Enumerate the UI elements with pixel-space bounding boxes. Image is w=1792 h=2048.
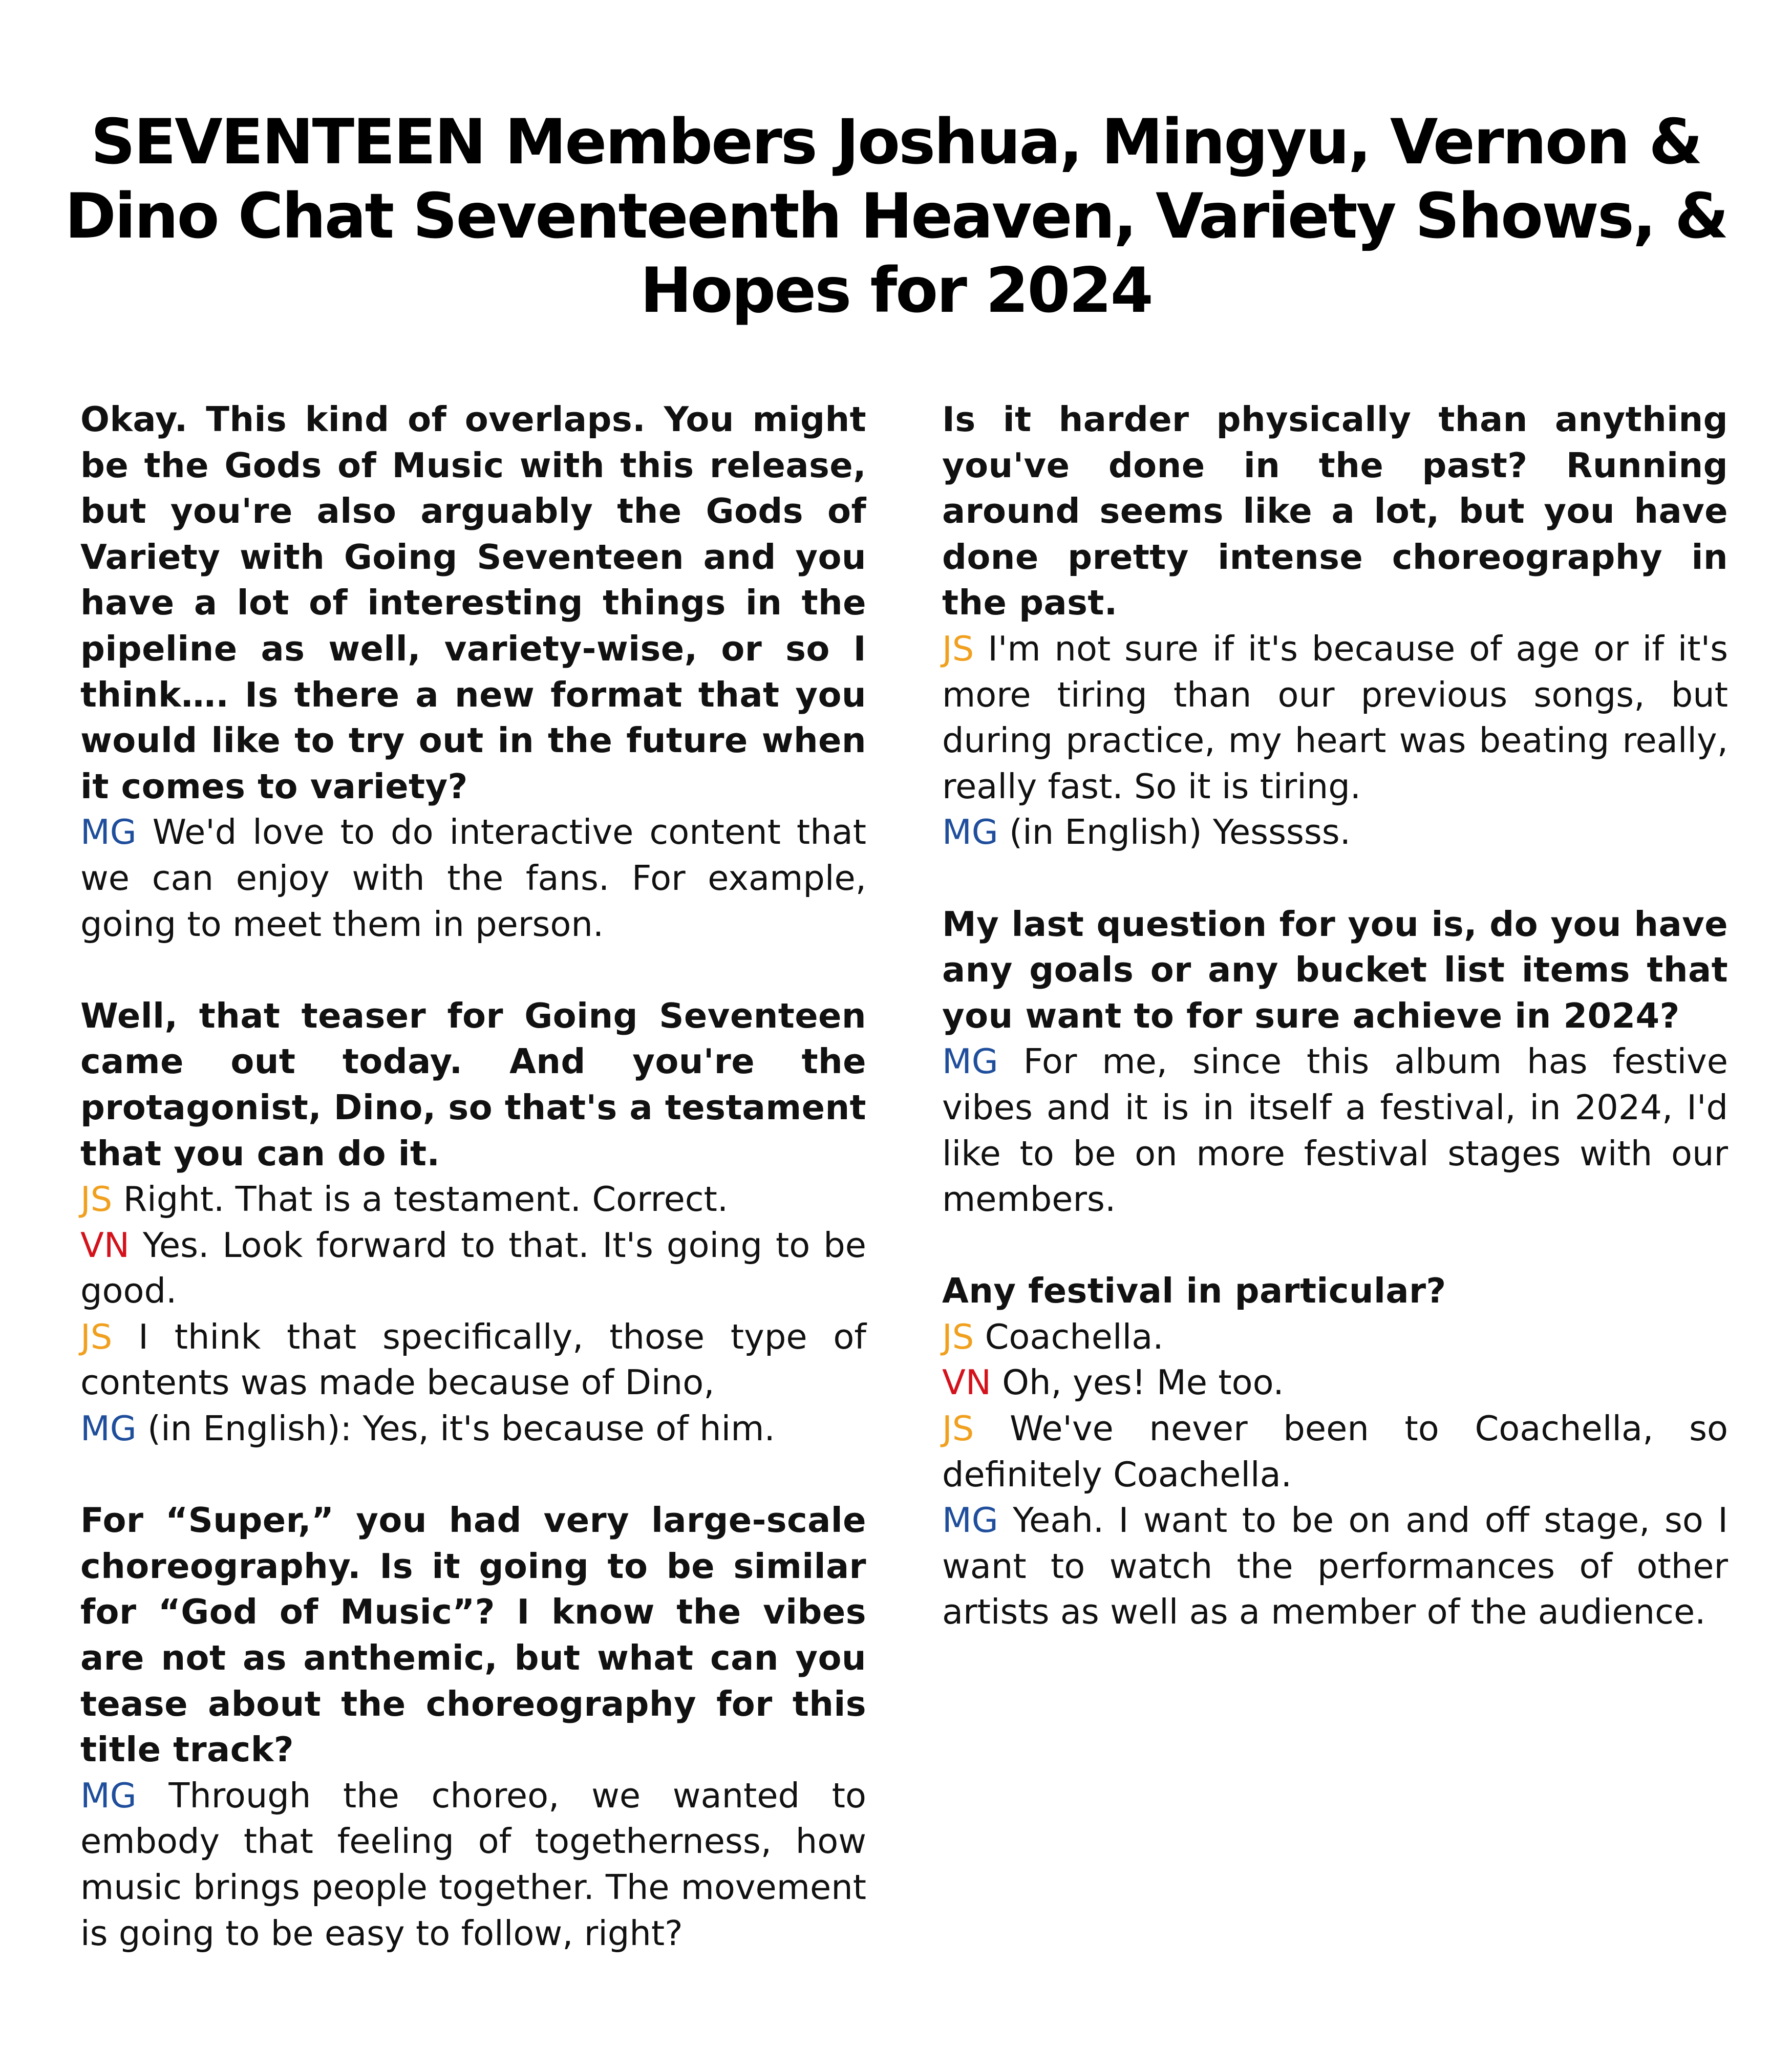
interview-answer xyxy=(942,1039,1728,1222)
speaker-tag: MG xyxy=(942,1500,998,1541)
speaker-tag: VN xyxy=(942,1362,991,1403)
speaker-tag: MG xyxy=(942,1041,998,1082)
answer-text: (in English) Yesssss. xyxy=(1009,812,1351,852)
qa-block xyxy=(942,1268,1728,1635)
qa-block xyxy=(942,902,1728,1223)
answer-text: Yeah. I want to be on and off stage, so I want to watch the performances of other artists as well as a member of the audience. xyxy=(942,1500,1728,1632)
interview-question: My last question for you is, do you have any goals or any bucket list items that you want to for sure achieve in 2024? xyxy=(942,904,1728,1036)
speaker-tag: MG xyxy=(80,1775,137,1816)
article-title: SEVENTEEN Members Joshua, Mingyu, Vernon & Dino Chat Seventeenth Heaven, Variety Shows, & Hopes for 2024 xyxy=(65,106,1727,327)
interview-question: Well, that teaser for Going Seventeen came out today. And you're the protagonist, Dino, so that's a testament that you can do it. xyxy=(80,995,866,1174)
speaker-tag: VN xyxy=(80,1225,130,1265)
interview-question: For “Super,” you had very large-scale choreography. Is it going to be similar for “God of Music”? I know the vibes are not as anthemic, but what can you tease about the choreography for this title track? xyxy=(80,1500,866,1770)
answer-text: For me, since this album has festive vibes and it is in itself a festival, in 2024, I'd like to be on more festival stages with our members. xyxy=(942,1041,1728,1220)
speaker-tag: MG xyxy=(942,812,998,852)
interview-answer xyxy=(80,1773,866,1956)
interview-answer xyxy=(942,809,1728,856)
speaker-tag: JS xyxy=(80,1316,113,1357)
answer-text: Right. That is a testament. Correct. xyxy=(123,1179,729,1220)
interview-answer xyxy=(80,1406,866,1452)
interview-answer xyxy=(942,1498,1728,1635)
speaker-tag: JS xyxy=(942,1409,974,1449)
interview-question: Okay. This kind of overlaps. You might be the Gods of Music with this release, but you're also arguably the Gods of Variety with Going Seventeen and you have a lot of interesting things in the pipeline as well, variety-wise, or so I think…. Is there a new format that you would like to try out in the future when it comes to variety? xyxy=(80,399,866,806)
answer-text: I'm not sure if it's because of age or if it's more tiring than our previous songs, but during practice, my heart was beating really, really fast. So it is tiring. xyxy=(942,628,1728,806)
answer-text: I think that specifically, those type of contents was made because of Dino, xyxy=(80,1316,866,1403)
interview-answer xyxy=(80,1177,866,1223)
left-column xyxy=(80,397,866,2002)
answer-text: Coachella. xyxy=(985,1316,1164,1357)
interview-answer xyxy=(80,1223,866,1314)
interview-answer xyxy=(942,1314,1728,1360)
interview-answer xyxy=(942,1406,1728,1498)
interview-answer xyxy=(942,626,1728,809)
interview-answer xyxy=(80,809,866,947)
interview-answer xyxy=(80,1314,866,1406)
speaker-tag: JS xyxy=(942,1316,974,1357)
qa-block xyxy=(942,397,1728,856)
speaker-tag: MG xyxy=(80,1409,137,1449)
answer-text: Through the choreo, we wanted to embody that feeling of togetherness, how music brings people together. The movement is going to be easy to follow, right? xyxy=(80,1775,866,1953)
answer-text: We'd love to do interactive content that we can enjoy with the fans. For example, going to meet them in person. xyxy=(80,812,866,944)
qa-block xyxy=(80,1498,866,1956)
interview-answer xyxy=(942,1360,1728,1406)
answer-text: We've never been to Coachella, so definitely Coachella. xyxy=(942,1409,1728,1495)
right-column xyxy=(942,397,1728,1681)
interview-question: Is it harder physically than anything you've done in the past? Running around seems like a lot, but you have done pretty intense choreography in the past. xyxy=(942,399,1728,623)
answer-text: Oh, yes! Me too. xyxy=(1002,1362,1284,1403)
qa-block xyxy=(80,993,866,1452)
interview-question: Any festival in particular? xyxy=(942,1271,1446,1311)
speaker-tag: JS xyxy=(942,628,974,669)
speaker-tag: JS xyxy=(80,1179,113,1220)
answer-text: Yes. Look forward to that. It's going to be good. xyxy=(80,1225,866,1311)
answer-text: (in English): Yes, it's because of him. xyxy=(147,1409,775,1449)
qa-block xyxy=(80,397,866,947)
speaker-tag: MG xyxy=(80,812,137,852)
